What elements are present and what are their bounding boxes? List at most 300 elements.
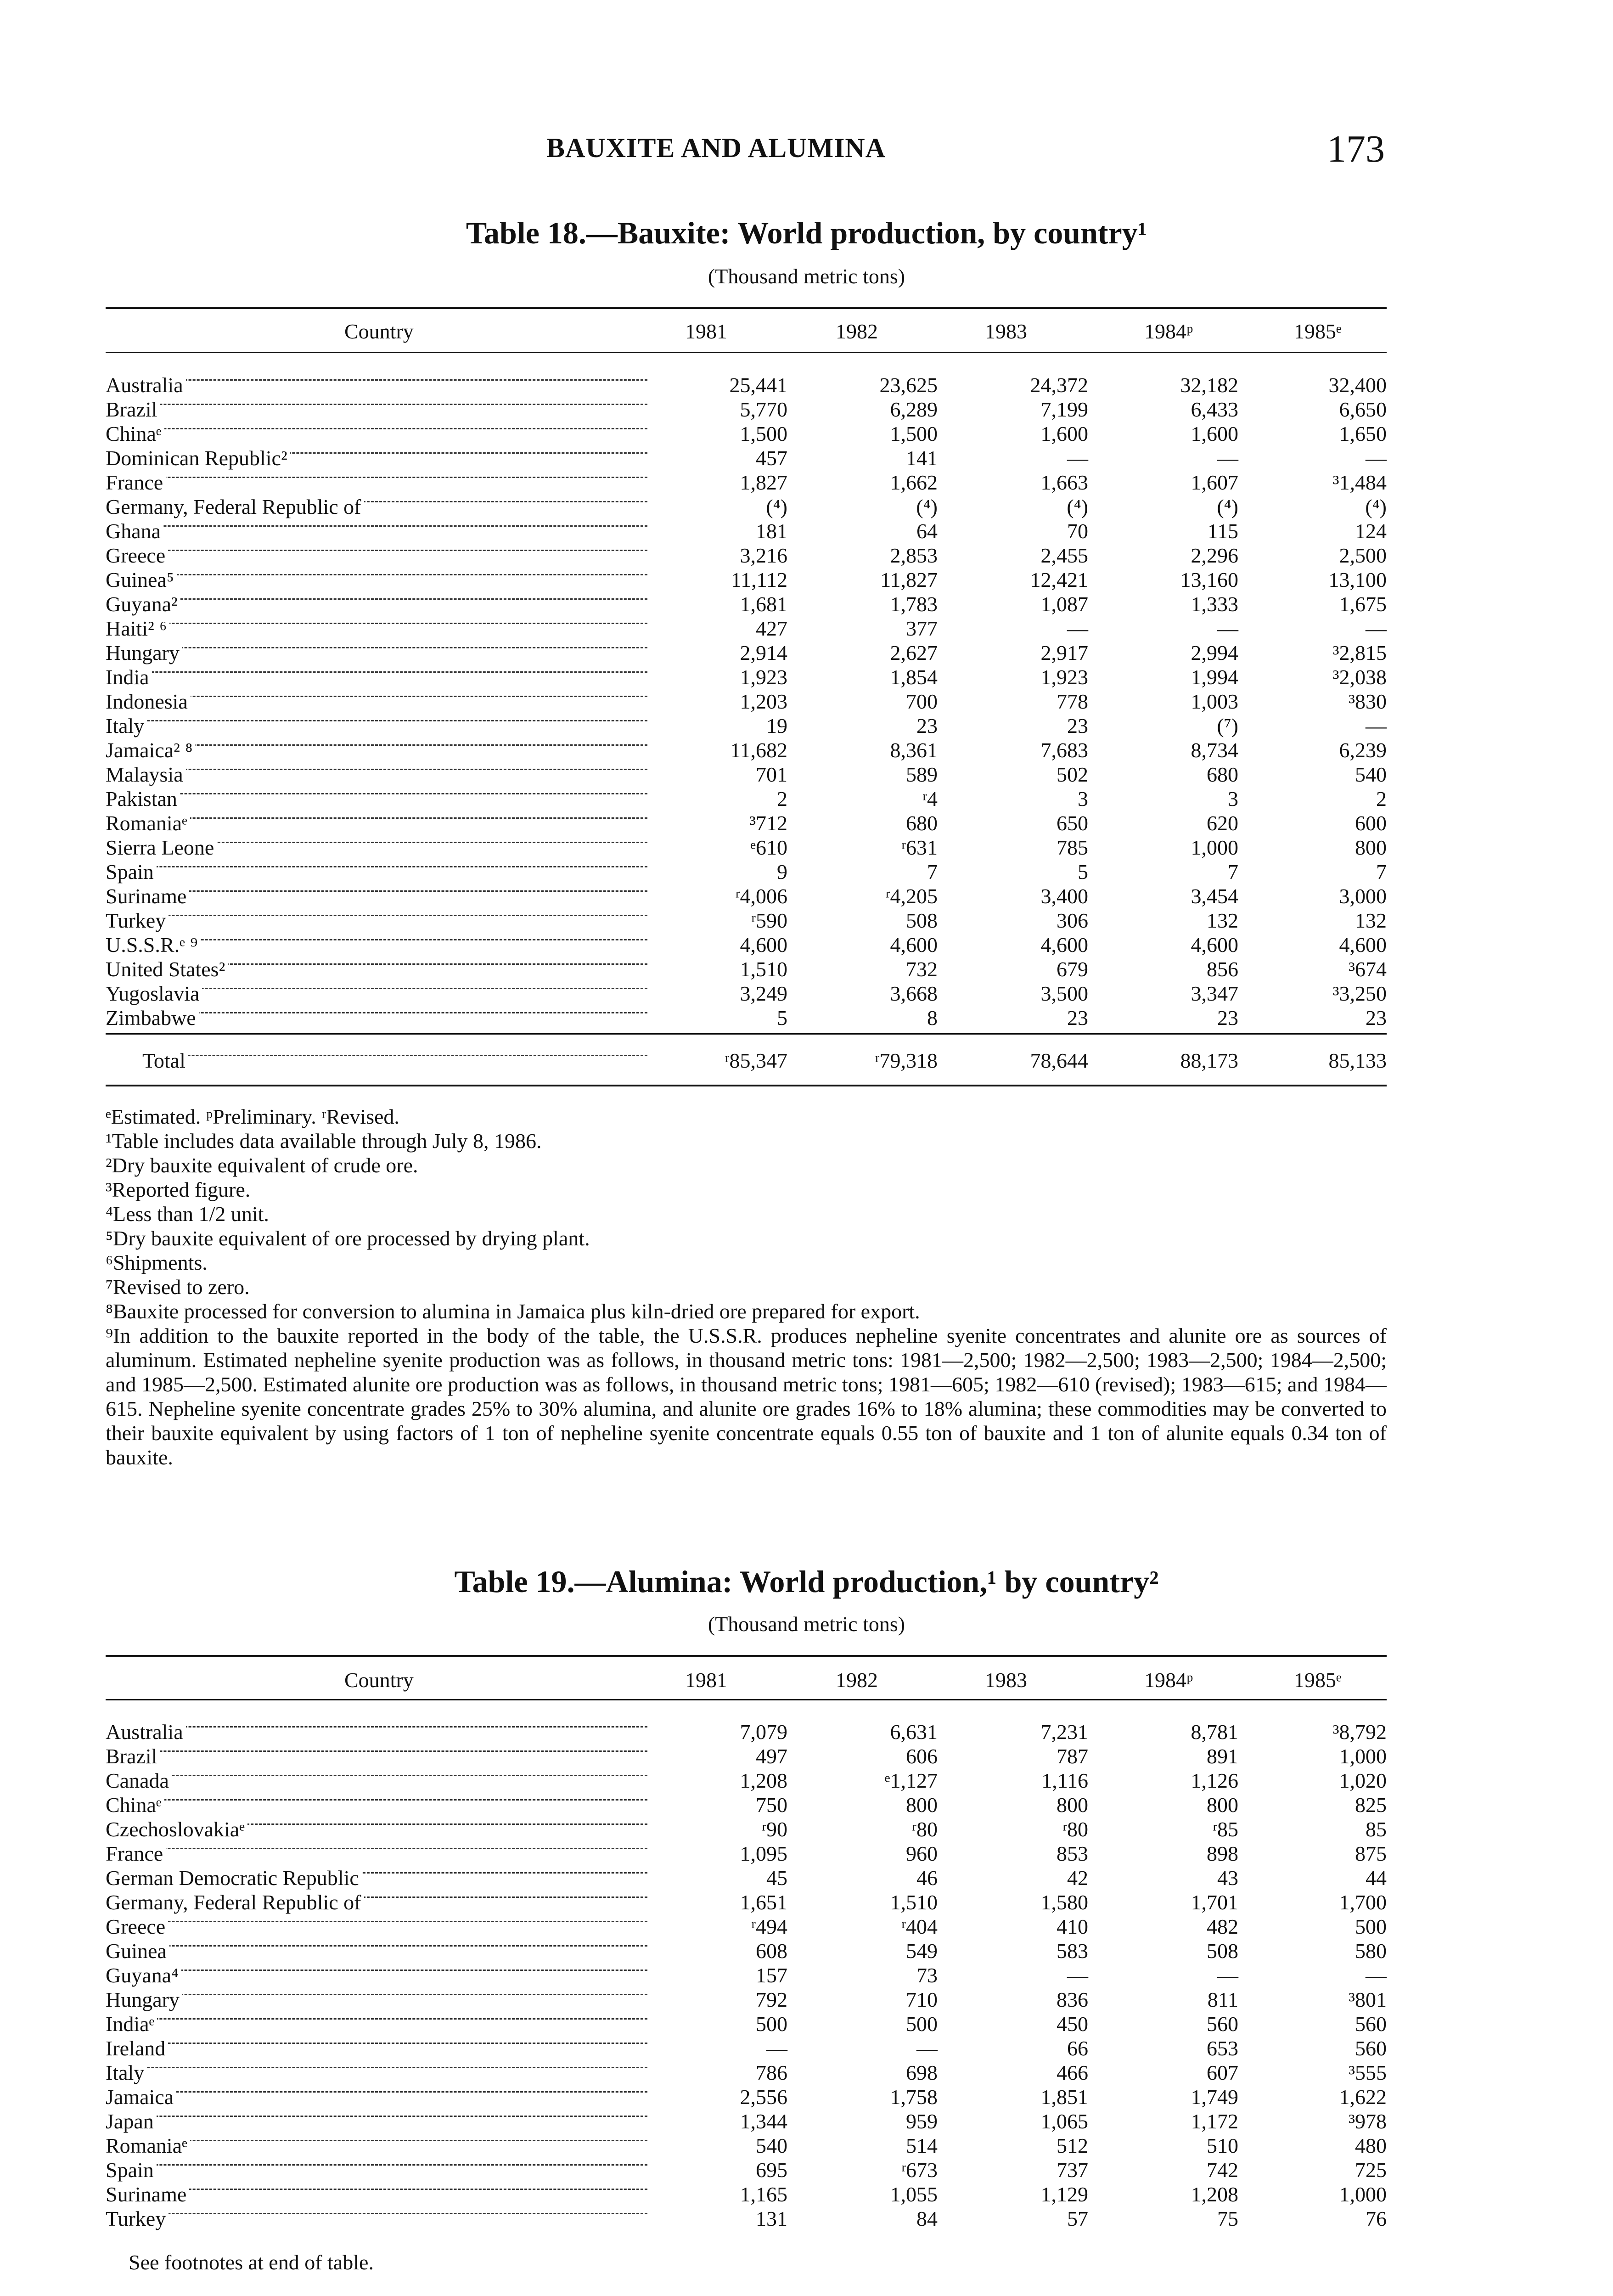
country-name: Australia (106, 1720, 186, 1744)
value-cell: 600 (1355, 811, 1387, 835)
total-value-cell: 85,133 (1328, 1049, 1387, 1072)
value-cell: ʳ4,205 (885, 884, 938, 908)
value-cell: 1,500 (740, 422, 787, 445)
value-cell: 24,372 (1030, 373, 1088, 397)
value-cell: 23 (1067, 714, 1088, 737)
value-cell: 11,827 (880, 568, 938, 591)
value-cell: 1,749 (1191, 2085, 1238, 2109)
leader-dots (106, 1750, 647, 1752)
country-cell (106, 1768, 647, 1793)
country-name: Jamaica² ⁸ (106, 738, 195, 762)
country-name: Guyana⁴ (106, 1964, 181, 1987)
leader-dots (106, 915, 647, 916)
table-row (106, 616, 1387, 641)
leader-dots (106, 720, 647, 721)
value-cell: 11,112 (731, 568, 787, 591)
leader-dots (106, 379, 647, 381)
value-cell: 1,126 (1191, 1769, 1238, 1792)
value-cell: 1,208 (740, 1769, 787, 1792)
value-cell: (⁴) (766, 495, 787, 518)
value-cell: 606 (906, 1745, 938, 1768)
table-row (106, 787, 1387, 811)
country-cell (106, 933, 647, 957)
table-row (106, 568, 1387, 592)
value-cell: ʳ85 (1213, 1818, 1238, 1841)
value-cell: (⁴) (1217, 495, 1238, 518)
value-cell: 583 (1057, 1939, 1088, 1963)
value-cell: ³978 (1349, 2110, 1387, 2133)
leader-dots (106, 428, 647, 429)
value-cell: 7,231 (1040, 1720, 1088, 1744)
country-name: Guinea⁵ (106, 568, 177, 591)
country-cell (106, 957, 647, 981)
table-row (106, 422, 1387, 446)
value-cell: 607 (1207, 2061, 1238, 2084)
country-name: Yugoslavia (106, 982, 202, 1005)
country-name: Spain (106, 860, 157, 884)
country-cell (106, 519, 647, 543)
country-name: Romaniaᵉ (106, 811, 190, 835)
value-cell: 540 (1355, 763, 1387, 786)
value-cell: 710 (906, 1988, 938, 2011)
country-name: Romaniaᵉ (106, 2134, 190, 2157)
table-row (106, 908, 1387, 933)
country-name: Jamaica (106, 2085, 176, 2109)
value-cell: ᵉ1,127 (884, 1769, 938, 1792)
value-cell: ³555 (1349, 2061, 1387, 2084)
table-row (106, 2133, 1387, 2158)
value-cell: 131 (756, 2207, 787, 2230)
table-row (106, 738, 1387, 762)
country-name: Guinea (106, 1939, 169, 1963)
value-cell: 115 (1207, 519, 1238, 543)
value-cell: 13,160 (1180, 568, 1238, 591)
value-cell: — (766, 2037, 787, 2060)
value-cell: 875 (1355, 1842, 1387, 1865)
value-cell: — (1067, 446, 1088, 470)
value-cell: (⁴) (916, 495, 938, 518)
country-cell (106, 568, 647, 592)
value-cell: 811 (1207, 1988, 1238, 2011)
table18-bottom-rule (106, 1085, 1387, 1086)
value-cell: 1,851 (1040, 2085, 1088, 2109)
leader-dots (106, 2116, 647, 2117)
value-cell: 2,853 (890, 544, 938, 567)
value-cell: ³674 (1349, 957, 1387, 981)
value-cell: 1,580 (1040, 1891, 1088, 1914)
value-cell: ʳ404 (901, 1915, 938, 1938)
value-cell: 76 (1366, 2207, 1387, 2230)
value-cell: 1,854 (890, 665, 938, 689)
country-cell (106, 2158, 647, 2182)
value-cell: 3,500 (1040, 982, 1088, 1005)
table-row (106, 1793, 1387, 1817)
country-cell (106, 446, 647, 470)
value-cell: 23 (1067, 1006, 1088, 1030)
value-cell: 8,734 (1191, 738, 1238, 762)
table-row (106, 689, 1387, 714)
country-cell (106, 2206, 647, 2231)
country-name: Brazil (106, 1745, 160, 1768)
country-name: Brazil (106, 398, 160, 421)
value-cell: 4,600 (740, 933, 787, 957)
country-cell (106, 1720, 647, 1744)
value-cell: 1,333 (1191, 592, 1238, 616)
country-name: Spain (106, 2158, 157, 2182)
value-cell: 737 (1057, 2158, 1088, 2182)
country-cell (106, 397, 647, 422)
total-label: Total (142, 1049, 188, 1072)
value-cell: 1,994 (1191, 665, 1238, 689)
value-cell: 512 (1057, 2134, 1088, 2157)
value-cell: 589 (906, 763, 938, 786)
value-cell: 2,556 (740, 2085, 787, 2109)
table-row (106, 714, 1387, 738)
country-cell (106, 908, 647, 933)
value-cell: 1,003 (1191, 690, 1238, 713)
value-cell: ʳ631 (901, 836, 938, 859)
value-cell: 785 (1057, 836, 1088, 859)
total-row (106, 1048, 1387, 1073)
value-cell: 1,510 (890, 1891, 938, 1914)
country-name: India (106, 665, 152, 689)
country-cell (106, 738, 647, 762)
value-cell: 3 (1228, 787, 1238, 810)
table18-total-rule-top (106, 1033, 1387, 1035)
value-cell: 1,607 (1191, 471, 1238, 494)
table-row (106, 446, 1387, 470)
value-cell: 7 (927, 860, 938, 884)
leader-dots (106, 1848, 647, 1849)
value-cell: 653 (1207, 2037, 1238, 2060)
country-cell (106, 2060, 647, 2085)
value-cell: 1,208 (1191, 2183, 1238, 2206)
page-number: 173 (1327, 128, 1385, 170)
leader-dots (106, 1799, 647, 1801)
value-cell: ³830 (1349, 690, 1387, 713)
value-cell: 132 (1207, 909, 1238, 932)
country-name: Sierra Leone (106, 836, 217, 859)
country-name: Guyana² (106, 592, 180, 616)
country-cell (106, 2133, 647, 2158)
value-cell: 6,631 (890, 1720, 938, 1744)
value-cell: 23 (916, 714, 938, 737)
value-cell: 786 (756, 2061, 787, 2084)
value-cell: 66 (1067, 2037, 1088, 2060)
value-cell: 540 (756, 2134, 787, 2157)
value-cell: 12,421 (1030, 568, 1088, 591)
value-cell: 2,917 (1040, 641, 1088, 664)
country-cell (106, 1744, 647, 1768)
table-row (106, 495, 1387, 519)
table19-subtitle: (Thousand metric tons) (708, 1612, 905, 1636)
value-cell: 4,600 (1040, 933, 1088, 957)
table18-header-rule (106, 352, 1387, 353)
value-cell: 450 (1057, 2012, 1088, 2036)
value-cell: 7 (1376, 860, 1387, 884)
value-cell: 620 (1207, 811, 1238, 835)
value-cell: ʳ590 (751, 909, 787, 932)
table18-header-1983: 1983 (985, 320, 1027, 343)
value-cell: 1,000 (1339, 1745, 1387, 1768)
country-name: U.S.S.R.ᵉ ⁹ (106, 933, 200, 957)
value-cell: 560 (1355, 2037, 1387, 2060)
value-cell: 23 (1366, 1006, 1387, 1030)
country-cell (106, 714, 647, 738)
value-cell: 1,923 (1040, 665, 1088, 689)
value-cell: 2,296 (1191, 544, 1238, 567)
value-cell: 2,455 (1040, 544, 1088, 567)
table-row (106, 1006, 1387, 1030)
value-cell: 42 (1067, 1866, 1088, 1890)
table19-header-1983: 1983 (985, 1668, 1027, 1692)
country-name: France (106, 471, 166, 494)
country-cell (106, 835, 647, 860)
country-name: Greece (106, 1915, 168, 1938)
value-cell: ᵉ610 (750, 836, 787, 859)
table19-header-1982: 1982 (836, 1668, 878, 1692)
country-cell (106, 1006, 647, 1030)
value-cell: 1,827 (740, 471, 787, 494)
leader-dots (106, 2091, 647, 2093)
table-row (106, 665, 1387, 689)
table-row (106, 1866, 1387, 1890)
table-row (106, 1817, 1387, 1841)
table18-header-1982: 1982 (836, 320, 878, 343)
table-row (106, 373, 1387, 397)
value-cell: ³8,792 (1332, 1720, 1387, 1744)
value-cell: 1,172 (1191, 2110, 1238, 2133)
country-name: Chinaᵉ (106, 422, 164, 445)
country-name: Turkey (106, 2207, 169, 2230)
value-cell: 1,651 (740, 1891, 787, 1914)
value-cell: ʳ494 (751, 1915, 787, 1938)
value-cell: 732 (906, 957, 938, 981)
value-cell: ³801 (1349, 1988, 1387, 2011)
leader-dots (106, 1775, 647, 1776)
country-name: Germany, Federal Republic of (106, 495, 364, 518)
country-name: Italy (106, 714, 147, 737)
value-cell: 960 (906, 1842, 938, 1865)
value-cell: — (1366, 714, 1387, 737)
table-row (106, 1987, 1387, 2012)
table-row (106, 543, 1387, 568)
country-cell (106, 665, 647, 689)
value-cell: 500 (756, 2012, 787, 2036)
table18-total (106, 1048, 1387, 1073)
value-cell: (⁴) (1067, 495, 1088, 518)
table-row (106, 470, 1387, 495)
value-cell: 5 (777, 1006, 787, 1030)
value-cell: 13,100 (1328, 568, 1387, 591)
value-cell: 377 (906, 617, 938, 640)
country-name: Turkey (106, 909, 169, 932)
value-cell: 6,433 (1191, 398, 1238, 421)
value-cell: 1,116 (1041, 1769, 1088, 1792)
country-cell (106, 1866, 647, 1890)
value-cell: 4,600 (890, 933, 938, 957)
value-cell: 124 (1355, 519, 1387, 543)
total-value-cell: 88,173 (1180, 1049, 1238, 1072)
value-cell: 25,441 (729, 373, 787, 397)
value-cell: 482 (1207, 1915, 1238, 1938)
country-cell (106, 811, 647, 835)
table-row (106, 592, 1387, 616)
country-name: Canada (106, 1769, 172, 1792)
leader-dots (106, 1994, 647, 1995)
value-cell: 836 (1057, 1988, 1088, 2011)
value-cell: 3,216 (740, 544, 787, 567)
value-cell: 1,600 (1040, 422, 1088, 445)
value-cell: 1,165 (740, 2183, 787, 2206)
country-cell (106, 2109, 647, 2133)
country-name: Haiti² ⁶ (106, 617, 169, 640)
value-cell: — (1366, 1964, 1387, 1987)
value-cell: 1,065 (1040, 2110, 1088, 2133)
value-cell: 500 (906, 2012, 938, 2036)
value-cell: ʳ4 (922, 787, 938, 810)
value-cell: 1,203 (740, 690, 787, 713)
leader-dots (106, 525, 647, 527)
country-name: Hungary (106, 641, 182, 664)
value-cell: 700 (906, 690, 938, 713)
table-row (106, 2158, 1387, 2182)
value-cell: ³2,815 (1332, 641, 1387, 664)
value-cell: 3 (1078, 787, 1088, 810)
value-cell: 787 (1057, 1745, 1088, 1768)
value-cell: 508 (906, 909, 938, 932)
value-cell: 560 (1355, 2012, 1387, 2036)
value-cell: 650 (1057, 811, 1088, 835)
value-cell: — (1366, 617, 1387, 640)
table19-header-rule (106, 1699, 1387, 1700)
value-cell: 1,663 (1040, 471, 1088, 494)
table18-title: Table 18.—Bauxite: World production, by country¹ (466, 215, 1147, 250)
table18-body (106, 373, 1387, 1030)
country-cell (106, 2182, 647, 2206)
footnote: ³Reported figure. (106, 1178, 251, 1201)
value-cell: 3,668 (890, 982, 938, 1005)
table-row (106, 397, 1387, 422)
country-cell (106, 2085, 647, 2109)
table-row (106, 1939, 1387, 1963)
table-row (106, 2182, 1387, 2206)
value-cell: 680 (1207, 763, 1238, 786)
country-cell (106, 470, 647, 495)
value-cell: — (1067, 617, 1088, 640)
value-cell: ³1,484 (1332, 471, 1387, 494)
country-cell (106, 543, 647, 568)
value-cell: 1,701 (1191, 1891, 1238, 1914)
value-cell: 46 (916, 1866, 938, 1890)
value-cell: 608 (756, 1939, 787, 1963)
value-cell: 800 (1207, 1793, 1238, 1817)
country-name: Australia (106, 373, 186, 397)
total-label-cell (142, 1048, 647, 1073)
footnote: ⁶Shipments. (106, 1251, 208, 1274)
value-cell: 85 (1366, 1818, 1387, 1841)
table-row (106, 860, 1387, 884)
value-cell: 856 (1207, 957, 1238, 981)
leader-dots (106, 1921, 647, 1922)
leader-dots (106, 647, 647, 648)
value-cell: 701 (756, 763, 787, 786)
value-cell: 1,500 (890, 422, 938, 445)
leader-dots (106, 2164, 647, 2166)
country-name: Germany, Federal Republic of (106, 1891, 364, 1914)
running-title: BAUXITE AND ALUMINA (546, 133, 886, 163)
value-cell: 3,347 (1191, 982, 1238, 1005)
value-cell: 7,079 (740, 1720, 787, 1744)
country-name: Ireland (106, 2037, 168, 2060)
table-row (106, 1768, 1387, 1793)
country-cell (106, 1890, 647, 1914)
value-cell: 680 (906, 811, 938, 835)
value-cell: 410 (1057, 1915, 1088, 1938)
country-name: Malaysia (106, 763, 186, 786)
value-cell: 698 (906, 2061, 938, 2084)
table-row (106, 1744, 1387, 1768)
value-cell: 70 (1067, 519, 1088, 543)
country-name: Italy (106, 2061, 147, 2084)
leader-dots (106, 574, 647, 575)
table19-body (106, 1720, 1387, 2231)
table-row (106, 519, 1387, 543)
value-cell: 75 (1217, 2207, 1238, 2230)
value-cell: 2,994 (1191, 641, 1238, 664)
value-cell: 8 (927, 1006, 938, 1030)
table19-header-1981: 1981 (685, 1668, 727, 1692)
value-cell: 1,681 (740, 592, 787, 616)
value-cell: 853 (1057, 1842, 1088, 1865)
table-row (106, 957, 1387, 981)
value-cell: ʳ4,006 (735, 884, 787, 908)
value-cell: 497 (756, 1745, 787, 1768)
country-name: Ghana (106, 519, 163, 543)
leader-dots (106, 2043, 647, 2044)
value-cell: 6,239 (1339, 738, 1387, 762)
value-cell: 306 (1057, 909, 1088, 932)
value-cell: 4,600 (1191, 933, 1238, 957)
value-cell: 1,020 (1339, 1769, 1387, 1792)
value-cell: 6,289 (890, 398, 938, 421)
table-row (106, 762, 1387, 787)
value-cell: 480 (1355, 2134, 1387, 2157)
footnote: ⁹In addition to the bauxite reported in the body of the table, the U.S.S.R. produces nepheline syenite concentrates and alunite ore as sources of aluminum. Estimated nepheline syenite production was as follows, in thousand metric tons: 1981—2,500; 1982—2,500; 1983—2,500; 1984—2,500; and 1985—2,500. Estimated alunite ore production was as follows, in thousand metric tons; 1981—605; 1982—610 (revised); 1983—615; and 1984—615. Nepheline syenite concentrate grades 25% to 30% alumina, and alunite ore grades 16% to 18% alumina; these commodities may be converted to their bauxite equivalent by using factors of 1 ton of nepheline syenite concentrate equals 0.55 ton of bauxite and 1 ton of alunite equals 0.34 ton of bauxite. (106, 1324, 1387, 1469)
table19-header-1984: 1984ᵖ (1144, 1668, 1193, 1692)
country-name: Suriname (106, 2183, 189, 2206)
value-cell: ³712 (749, 811, 787, 835)
leader-dots (106, 2067, 647, 2068)
value-cell: 1,783 (890, 592, 938, 616)
table-row (106, 1914, 1387, 1939)
table19-header-1985: 1985ᵉ (1294, 1668, 1342, 1692)
footnote: ᵉEstimated. ᵖPreliminary. ʳRevised. (106, 1105, 399, 1128)
value-cell: 181 (756, 519, 787, 543)
country-name: Pakistan (106, 787, 180, 810)
value-cell: ʳ673 (901, 2158, 938, 2182)
country-cell (106, 1817, 647, 1841)
footnote: ¹Table includes data available through July 8, 1986. (106, 1129, 542, 1153)
country-cell (106, 1987, 647, 2012)
table-row (106, 981, 1387, 1006)
country-name: Indiaᵉ (106, 2012, 157, 2036)
table-row (106, 1841, 1387, 1866)
country-cell (106, 787, 647, 811)
country-name: Dominican Republic² (106, 446, 290, 470)
country-cell (106, 1963, 647, 1987)
leader-dots (106, 623, 647, 624)
